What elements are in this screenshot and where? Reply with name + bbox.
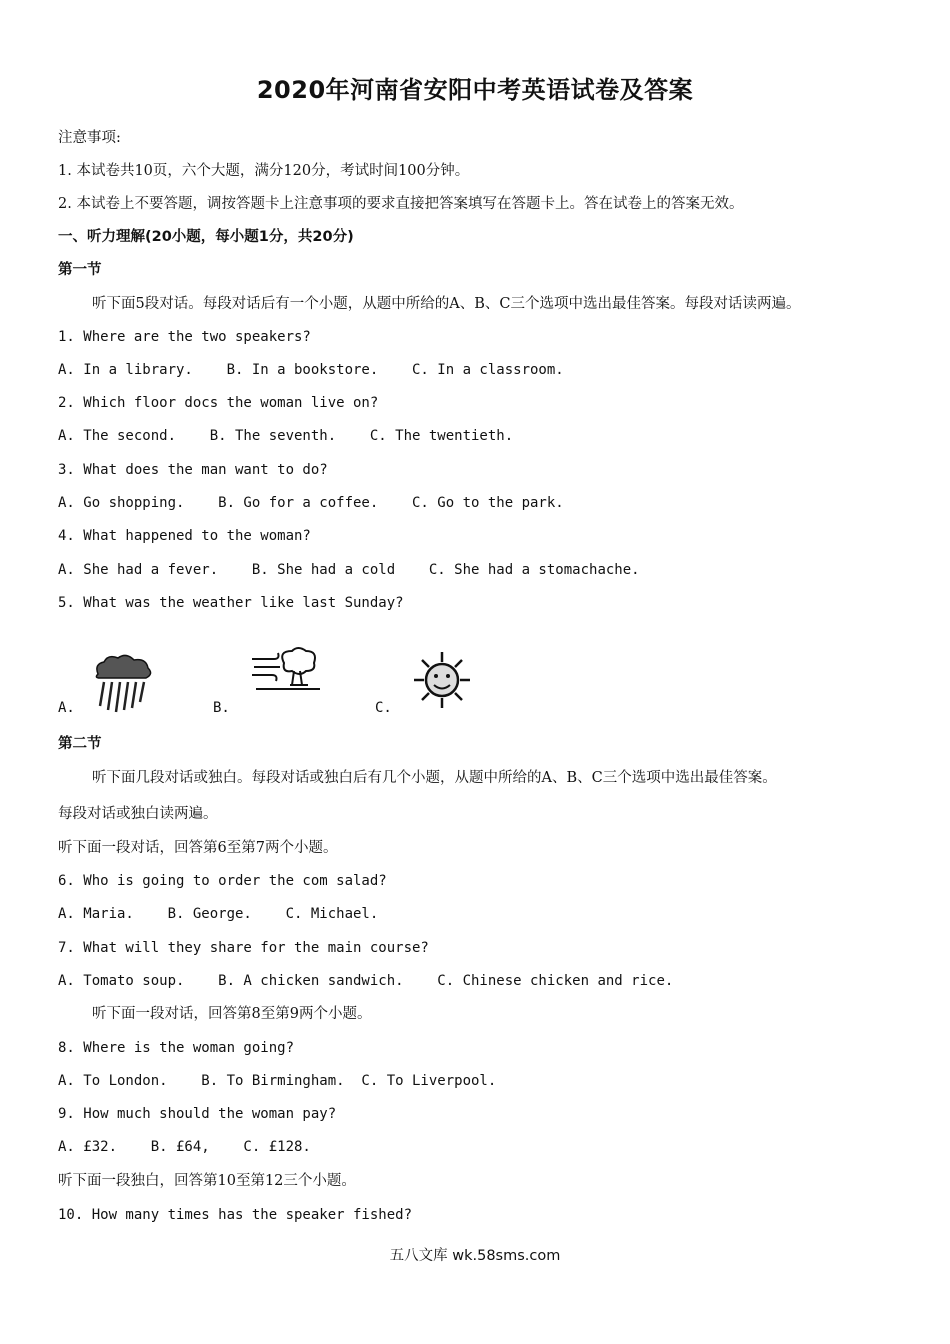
- question-7-options: A. Tomato soup. B. A chicken sandwich. C. Chinese chicken and rice.: [58, 973, 674, 989]
- question-1-options: A. In a library. B. In a bookstore. C. In a classroom.: [58, 362, 564, 378]
- dialog-intro-6-7: 听下面一段对话，回答第6至第7两个小题。: [58, 840, 338, 856]
- pic-label-c: C.: [375, 700, 392, 716]
- rain-cloud-icon: [90, 652, 156, 714]
- question-2-options: A. The second. B. The seventh. C. The twentieth.: [58, 428, 514, 444]
- question-5: 5. What was the weather like last Sunday?: [58, 595, 404, 611]
- footer-watermark: 五八文库 wk.58sms.com: [389, 1248, 561, 1264]
- question-7: 7. What will they share for the main course?: [58, 940, 429, 956]
- question-6: 6. Who is going to order the com salad?: [58, 873, 387, 889]
- part2-instruction-cont: 每段对话或独白读两遍。: [58, 806, 218, 822]
- question-9: 9. How much should the woman pay?: [58, 1106, 337, 1122]
- note-2: 2. 本试卷上不要答题，调按答题卡上注意事项的要求直接把答案填写在答题卡上。答在试卷上的答案无效。: [58, 196, 744, 212]
- question-9-options: A. £32. B. £64, C. £128.: [58, 1139, 311, 1155]
- sun-icon: [412, 650, 472, 710]
- dialog-intro-8-9: 听下面一段对话，回答第8至第9两个小题。: [92, 1006, 372, 1022]
- question-4-options: A. She had a fever. B. She had a cold C. She had a stomachache.: [58, 562, 640, 578]
- question-4: 4. What happened to the woman?: [58, 528, 311, 544]
- monologue-intro-10-12: 听下面一段独白，回答第10至第12三个小题。: [58, 1173, 356, 1189]
- note-1: 1. 本试卷共10页，六个大题，满分120分，考试时间100分钟。: [58, 163, 470, 179]
- part2-heading: 第二节: [58, 736, 102, 752]
- part1-heading: 第一节: [58, 262, 102, 278]
- question-2: 2. Which floor docs the woman live on?: [58, 395, 379, 411]
- question-3: 3. What does the man want to do?: [58, 462, 328, 478]
- part2-instruction: 听下面几段对话或独白。每段对话或独白后有几个小题，从题中所给的A、B、C三个选项中选出最佳答案。: [92, 770, 777, 786]
- wind-tree-icon: [250, 645, 322, 695]
- notes-heading: 注意事项:: [58, 130, 121, 146]
- page-title: 2020年河南省安阳中考英语试卷及答案: [256, 76, 694, 104]
- question-3-options: A. Go shopping. B. Go for a coffee. C. Go to the park.: [58, 495, 564, 511]
- section-heading: 一、听力理解(20小题，每小题1分，共20分): [58, 229, 354, 245]
- question-1: 1. Where are the two speakers?: [58, 329, 311, 345]
- question-6-options: A. Maria. B. George. C. Michael.: [58, 906, 379, 922]
- part1-instruction: 听下面5段对话。每段对话后有一个小题，从题中所给的A、B、C三个选项中选出最佳答案。每段对话读两遍。: [92, 296, 801, 312]
- question-10: 10. How many times has the speaker fished?: [58, 1207, 413, 1223]
- pic-label-a: A.: [58, 700, 75, 716]
- question-8-options: A. To London. B. To Birmingham. C. To Liverpool.: [58, 1073, 497, 1089]
- pic-label-b: B.: [213, 700, 230, 716]
- question-8: 8. Where is the woman going?: [58, 1040, 295, 1056]
